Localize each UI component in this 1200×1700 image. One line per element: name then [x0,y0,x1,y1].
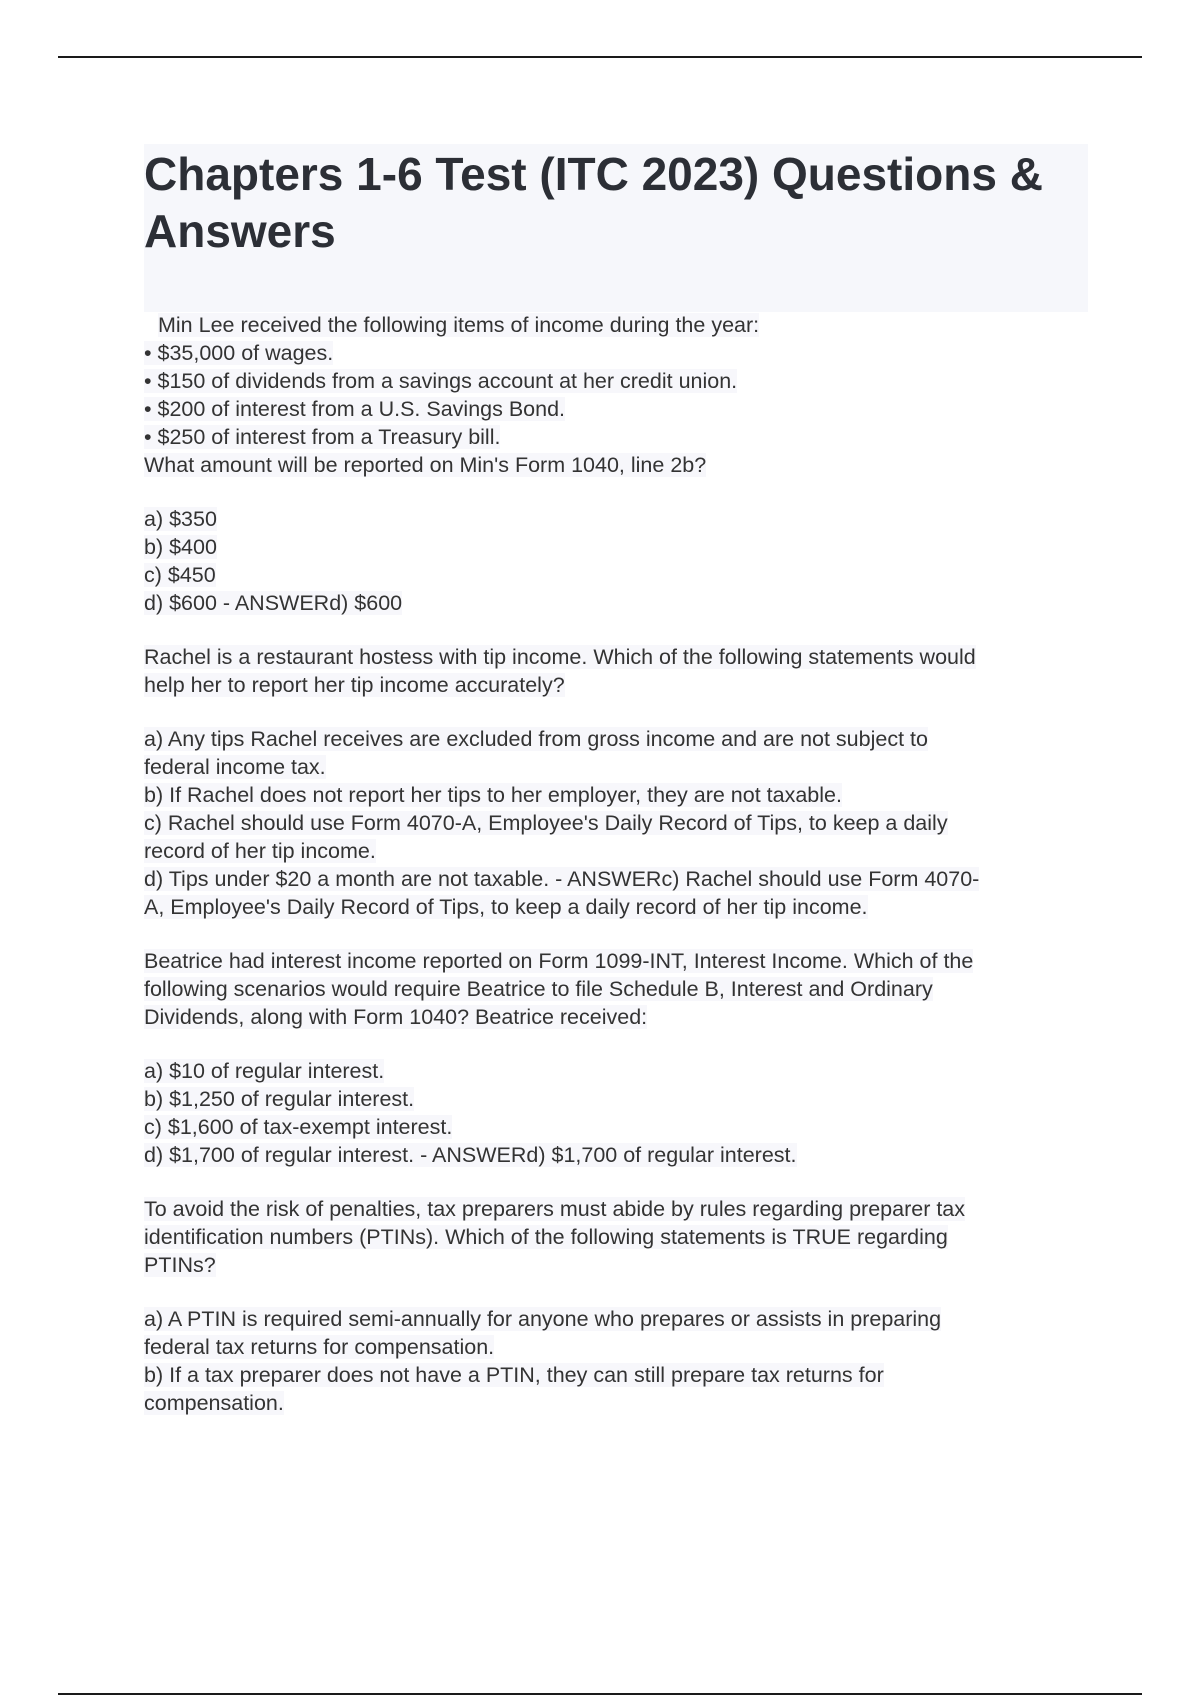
option-line: a) A PTIN is required semi-annually for anyone who prepares or assists in preparing [144,1307,942,1331]
question-line: PTINs? [144,1253,216,1277]
answer-line: A, Employee's Daily Record of Tips, to keep a daily record of her tip income. [144,895,868,919]
page-title: Chapters 1-6 Test (ITC 2023) Questions & Answers [144,148,1043,257]
option-line: a) Any tips Rachel receives are excluded from gross income and are not subject to [144,727,928,751]
option-line: b) $400 [144,535,217,559]
top-rule [58,56,1142,58]
question-1 [144,311,1094,617]
question-line: following scenarios would require Beatrice to file Schedule B, Interest and Ordinary [144,977,933,1001]
option-line: b) $1,250 of regular interest. [144,1087,415,1111]
answer-line: d) $1,700 of regular interest. - ANSWERd) $1,700 of regular interest. [144,1143,797,1167]
question-line: Rachel is a restaurant hostess with tip income. Which of the following statements would [144,645,976,669]
option-line: federal income tax. [144,755,326,779]
question-line: Min Lee received the following items of income during the year: [158,313,760,337]
title-block [144,144,1088,312]
option-line: a) $350 [144,507,217,531]
question-line: To avoid the risk of penalties, tax preparers must abide by rules regarding preparer tax [144,1197,966,1221]
answer-line: d) $600 - ANSWERd) $600 [144,591,403,615]
question-line: • $250 of interest from a Treasury bill. [144,425,501,449]
option-line: b) If a tax preparer does not have a PTIN, they can still prepare tax returns for [144,1363,884,1387]
option-line: c) Rachel should use Form 4070-A, Employee's Daily Record of Tips, to keep a daily [144,811,948,835]
option-line: c) $450 [144,563,216,587]
bottom-rule [58,1693,1142,1695]
question-line: Beatrice had interest income reported on Form 1099-INT, Interest Income. Which of the [144,949,974,973]
option-line: federal tax returns for compensation. [144,1335,495,1359]
question-line: identification numbers (PTINs). Which of the following statements is TRUE regarding [144,1225,948,1249]
option-line: c) $1,600 of tax-exempt interest. [144,1115,453,1139]
question-2 [144,643,1094,921]
question-4 [144,1195,1094,1417]
question-line: help her to report her tip income accurately? [144,673,565,697]
question-3 [144,947,1094,1169]
option-line: a) $10 of regular interest. [144,1059,385,1083]
document-body [144,311,1094,1417]
question-line: • $150 of dividends from a savings account at her credit union. [144,369,738,393]
answer-line: d) Tips under $20 a month are not taxable. - ANSWERc) Rachel should use Form 4070- [144,867,980,891]
question-line: • $200 of interest from a U.S. Savings Bond. [144,397,566,421]
question-line: • $35,000 of wages. [144,341,334,365]
option-line: b) If Rachel does not report her tips to her employer, they are not taxable. [144,783,842,807]
option-line: record of her tip income. [144,839,376,863]
option-line: compensation. [144,1391,284,1415]
question-line: What amount will be reported on Min's Form 1040, line 2b? [144,453,707,477]
question-line: Dividends, along with Form 1040? Beatrice received: [144,1005,648,1029]
